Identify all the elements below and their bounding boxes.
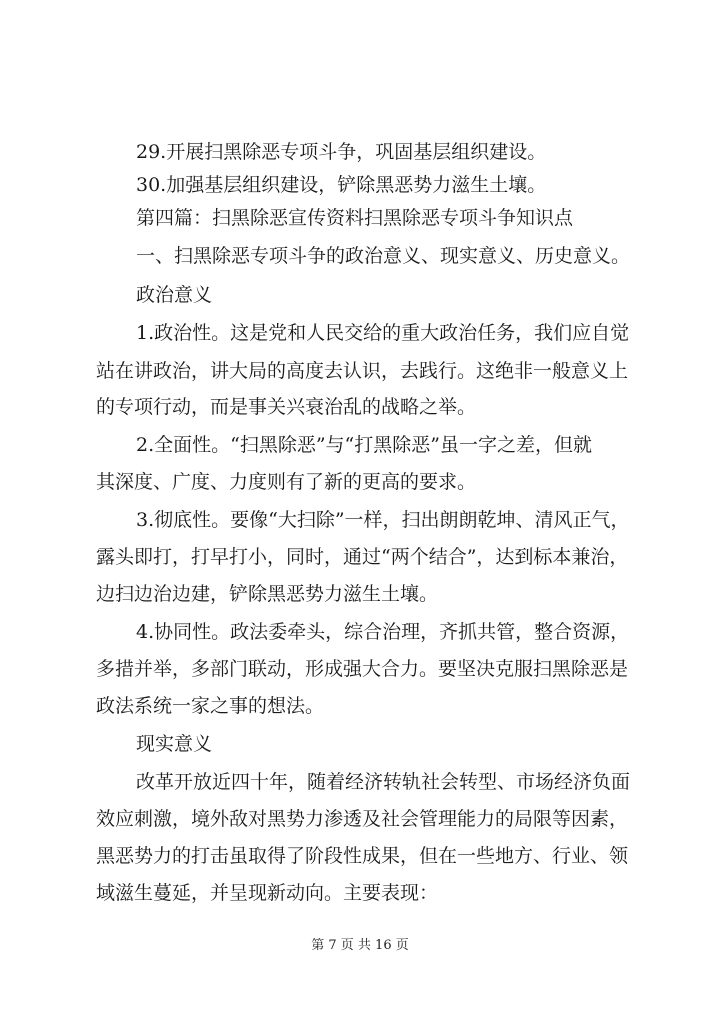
text-line: 域滋生蔓延，并呈现新动向。主要表现： (96, 882, 439, 904)
section-heading: 第四篇：扫黑除恶宣传资料扫黑除恶专项斗争知识点 (136, 207, 574, 229)
text-line: 多措并举，多部门联动，形成强大合力。要坚决克服扫黑除恶是 (96, 658, 629, 680)
subheading: 政治意义 (136, 284, 213, 306)
text-line: 的专项行动，而是事关兴衰治乱的战略之举。 (96, 396, 477, 418)
text-line: 效应刺激，境外敌对黑势力渗透及社会管理能力的局限等因素， (96, 808, 629, 830)
text-line: 29.开展扫黑除恶专项斗争，巩固基层组织建设。 (136, 141, 547, 163)
text-line: 站在讲政治，讲大局的高度去认识，去践行。这绝非一般意义上 (96, 360, 629, 382)
section-heading: 一、扫黑除恶专项斗争的政治意义、现实意义、历史意义。 (136, 245, 631, 267)
text-line: 30.加强基层组织建设，铲除黑恶势力滋生土壤。 (136, 174, 547, 196)
text-line: 2.全面性。“扫黑除恶”与“打黑除恶”虽一字之差，但就 (136, 434, 592, 456)
text-line: 政法系统一家之事的想法。 (96, 695, 325, 717)
page-footer: 第 7 页 共 16 页 (311, 938, 409, 953)
subheading: 现实意义 (136, 733, 213, 755)
text-line: 4.协同性。政法委牵头，综合治理，齐抓共管，整合资源， (136, 621, 630, 643)
text-line: 3.彻底性。要像“大扫除”一样，扫出朗朗乾坤、清风正气， (136, 509, 630, 531)
text-line: 边扫边治边建，铲除黑恶势力滋生土壤。 (96, 583, 439, 605)
text-line: 黑恶势力的打击虽取得了阶段性成果，但在一些地方、行业、领 (96, 845, 629, 867)
text-line: 改革开放近四十年，随着经济转轨社会转型、市场经济负面 (136, 771, 631, 793)
text-line: 露头即打，打早打小，同时，通过“两个结合”，达到标本兼治， (96, 546, 629, 568)
text-line: 其深度、广度、力度则有了新的更高的要求。 (96, 471, 477, 493)
text-line: 1.政治性。这是党和人民交给的重大政治任务，我们应自觉 (136, 322, 630, 344)
